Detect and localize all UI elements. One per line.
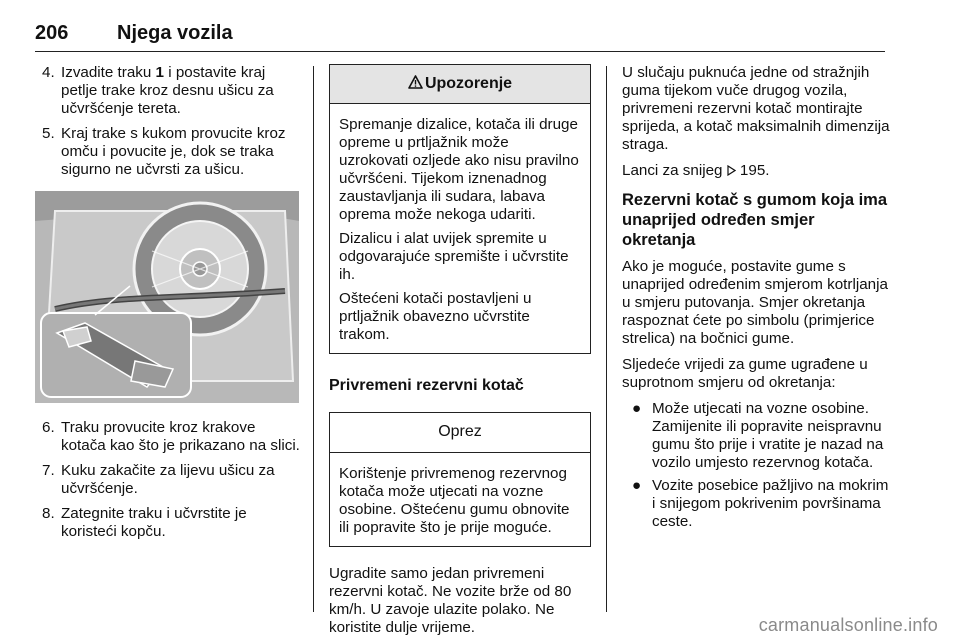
list-item xyxy=(35,505,300,541)
warning-triangle-icon xyxy=(408,75,423,89)
step-number: 8. xyxy=(42,505,55,522)
list-item xyxy=(35,64,300,118)
spare-wheel-drawing xyxy=(35,191,299,403)
warning-body xyxy=(330,104,590,353)
caution-body xyxy=(330,453,590,546)
column-divider xyxy=(313,66,314,612)
bullet-list xyxy=(622,400,890,531)
list-item: ● Vozite posebice pažljivo na mokrim i snijegom pokrivenim površinama ceste. xyxy=(632,477,889,530)
warning-box xyxy=(329,64,591,354)
left-column xyxy=(35,64,300,548)
warning-header xyxy=(330,65,590,104)
page-header xyxy=(35,22,885,52)
step-number: 7. xyxy=(42,462,55,479)
section-title: Privremeni rezervni kotač xyxy=(329,377,524,394)
body-paragraph: Ugradite samo jedan privremeni rezervni kotač. Ne vozite brže od 80 km/h. U zavoje ulazite polako. Ne koristite dulje vrijeme. xyxy=(329,565,572,636)
warning-paragraph: Dizalicu i alat uvijek spremite u odgovarajuće spremište i učvrstite ih. xyxy=(339,230,569,283)
middle-column xyxy=(329,64,591,642)
list-item xyxy=(35,125,300,179)
spare-wheel-illustration xyxy=(35,191,299,403)
bullet-icon: ● xyxy=(632,477,642,494)
steps-list-top xyxy=(35,64,300,179)
body-paragraph: Ako je moguće, postavite gume s unaprijed određenim smjerom kotrljanja u smjeru putovanja. Smjer okretanja raspoznat ćete po simbolu (primjerice strelica) na bočnici gume. xyxy=(622,258,888,347)
steps-list-bottom xyxy=(35,419,300,541)
step-text: Traku provucite kroz krakove kotača kao što je prikazano na slici. xyxy=(61,419,300,454)
page-ref-arrow-icon xyxy=(727,165,736,176)
warning-paragraph: Oštećeni kotači postavljeni u prtljažnik obavezno učvrstite trakom. xyxy=(339,290,532,343)
right-column xyxy=(622,64,890,536)
list-item xyxy=(35,462,300,498)
step-text: Zategnite traku i učvrstite je koristeći kopču. xyxy=(61,505,247,540)
caution-header: Oprez xyxy=(330,413,590,453)
step-text: Kraj trake s kukom provucite kroz omču i povucite je, dok se traka sigurno ne učvrsti za ušicu. xyxy=(61,125,286,178)
body-paragraph: Sljedeće vrijedi za gume ugrađene u suprotnom smjeru od okretanja: xyxy=(622,356,868,391)
caution-text: Korištenje privremenog rezervnog kotača može utjecati na vozne osobine. Oštećenu gumu obnovite ili popravite što je prije moguće. xyxy=(339,465,570,536)
warning-paragraph: Spremanje dizalice, kotača ili druge opreme u prtljažnik može uzrokovati ozljede ako nisu pravilno učvršćeni. Tijekom iznenadnog zaustavljanja ili sudara, labava oprema može nekoga udariti. xyxy=(339,116,579,223)
page-title: Njega vozila xyxy=(117,22,233,44)
callout-number: 1 xyxy=(155,64,164,81)
body-paragraph: U slučaju puknuća jedne od stražnjih guma tijekom vuče drugog vozila, privremeni rezervni kotač montirajte sprijeda, a kotač maksimalnih dimenzija straga. xyxy=(622,64,890,153)
list-item: ● Može utjecati na vozne osobine. Zamijenite ili popravite neispravnu gumu što prije i vratite je nazad na vozilo umjesto rezervnog kotača. xyxy=(632,400,884,471)
step-text: Kuku zakačite za lijevu ušicu za učvršćenje. xyxy=(61,462,275,497)
step-text: Izvadite traku 1 i postavite kraj petlje trake kroz desnu ušicu za učvršćenje tereta. xyxy=(61,64,274,117)
step-number: 4. xyxy=(42,64,55,81)
cross-reference: Lanci za snijeg 195. xyxy=(622,162,770,179)
caution-box xyxy=(329,412,591,547)
warning-title: Upozorenje xyxy=(424,75,513,92)
watermark: carmanualsonline.info xyxy=(758,615,938,635)
bullet-icon: ● xyxy=(632,400,642,417)
step-number: 5. xyxy=(42,125,55,142)
list-item xyxy=(35,419,300,455)
step-number: 6. xyxy=(42,419,55,436)
section-title: Rezervni kotač s gumom koja ima unaprijed određen smjer okretanja xyxy=(622,191,888,249)
page-reference: 195. xyxy=(735,162,770,179)
page-number: 206 xyxy=(35,22,69,44)
column-divider xyxy=(606,66,607,612)
